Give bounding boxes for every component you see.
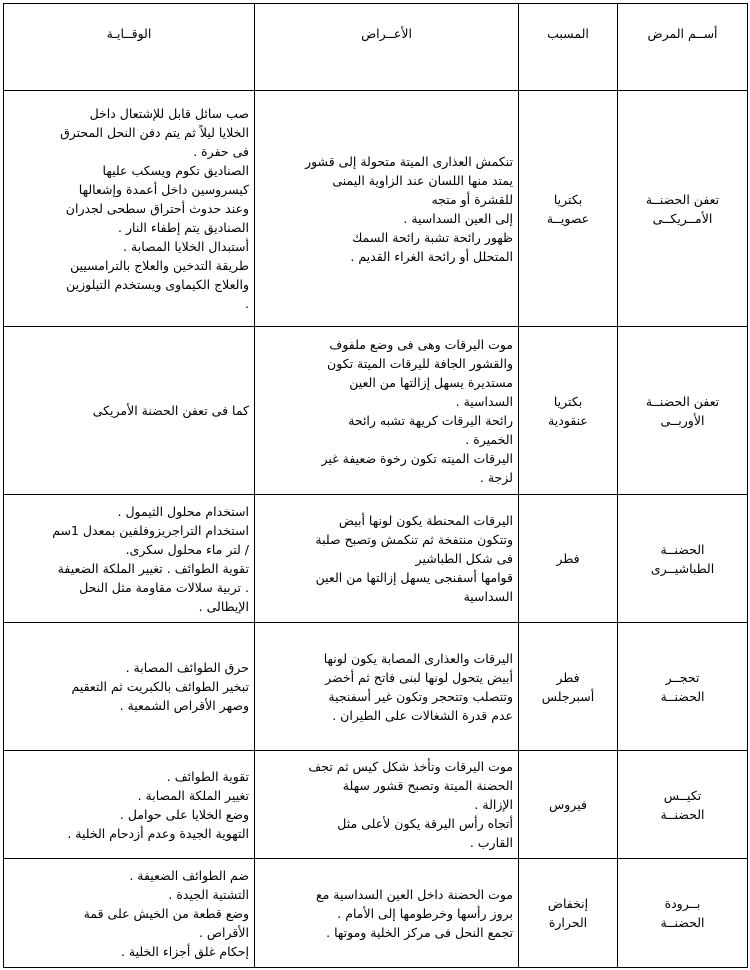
prevention-line: وضع الخلايا على حوامل . (119, 806, 249, 822)
disease-name-cell (618, 751, 748, 859)
symptom-line: وتتكون منتفخة ثم تنكمش وتصبح صلبة (315, 532, 513, 547)
prevention-line: الصناديق تكوم ويسكب عليها (102, 163, 249, 178)
prevention-line: وضع قطعة من الخيش على قمة (83, 905, 249, 921)
header-prevention: الوقــايـة (4, 4, 255, 91)
prevention-cell (4, 495, 255, 623)
prevention-line: وعند حدوث أحتراق سطحى لجدران (65, 201, 249, 216)
disease-name-line: تعفن الحضنــة (645, 393, 720, 409)
symptom-line: تنكمش العذارى الميتة متحولة إلى قشور (305, 153, 513, 169)
prevention-line: تقوية الطوائف . (166, 768, 249, 784)
prevention-line: صب سائل قابل للإشتعال داخل (89, 106, 249, 121)
header-disease-name: أســم المرض (618, 4, 748, 91)
prevention-line: . تربية سلالات مقاومة مثل النحل (79, 579, 249, 595)
disease-name-cell (618, 327, 748, 495)
prevention-line: الخلايا ليلاً ثم يتم دفن النحل المحترق (60, 125, 249, 140)
disease-name-line: الطباشيــرى (650, 560, 715, 576)
symptom-line: ظهور رائحة تشبة رائحة السمك (352, 229, 513, 245)
symptom-line: أبيض يتحول لونها لبنى فاتح ثم أخضر (325, 669, 513, 685)
symptom-line: أتجاه رأس اليرقة يكون لأعلى مثل (337, 816, 513, 831)
cause-cell (519, 751, 618, 859)
prevention-line: . (245, 296, 249, 311)
cause-line: بكتريا (553, 393, 583, 409)
cause-line: إنخفاض (547, 896, 589, 911)
prevention-line: طريقة التدخين والعلاج بالترامسيين (70, 258, 249, 273)
symptoms-cell (255, 751, 519, 859)
prevention-line: تقوية الطوائف . تغيير الملكة الضعيفة (57, 560, 249, 576)
disease-name-line: الأمــريكــى (652, 210, 713, 226)
prevention-line: كيسروسين داخل أعمدة وإشعالها (78, 182, 249, 197)
cause-line: أسبرجلس (541, 688, 595, 704)
symptom-line: السداسية (463, 589, 513, 604)
table-row (4, 751, 748, 859)
symptom-line: موت الحضنة داخل العين السداسية مع (315, 886, 513, 902)
prevention-line: التشتية الجيدة . (168, 886, 249, 902)
prevention-cell (4, 623, 255, 751)
header-symptoms: الأعــراض (255, 4, 519, 91)
symptom-line: تجمع النحل فى مركز الخلية وموتها . (326, 924, 513, 940)
disease-name-cell (618, 91, 748, 327)
symptom-line: السداسية . (455, 393, 513, 409)
symptom-line: بروز رأسها وخرطومها إلى الأمام . (337, 905, 513, 921)
disease-name-cell (618, 623, 748, 751)
prevention-line: استخدام محلول الثيمول . (117, 503, 249, 519)
disease-name-cell (618, 495, 748, 623)
table-row (4, 859, 748, 968)
prevention-line: ضم الطوائف الضعيفة . (129, 867, 249, 883)
symptom-line: إلى العين السداسية . (403, 210, 513, 226)
symptom-line: القارب . (469, 835, 513, 850)
symptom-line: اليرقات والعذارى المصابة يكون لونها (323, 650, 513, 666)
cause-line: الحرارة (548, 915, 588, 930)
symptom-line: قوامها أسفنجى يسهل إزالتها من العين (315, 570, 513, 585)
symptom-line: الحضنة الميتة وتصبح قشور سهلة (342, 778, 513, 793)
disease-name-line: تكيــس (663, 787, 702, 803)
symptom-line: والقشور الجافة لليرقات الميتة تكون (327, 355, 513, 371)
prevention-line: حرق الطوائف المصابة . (125, 660, 249, 675)
prevention-line: وصهر الأقراص الشمعية . (119, 698, 249, 713)
symptoms-cell (255, 327, 519, 495)
prevention-line: / لتر ماء محلول سكرى. (125, 541, 249, 557)
symptom-line: رائحة اليرقات كريهة تشبه رائحة (348, 412, 513, 428)
prevention-line: الأقراص . (198, 924, 249, 940)
symptom-line: فى شكل الطباشير (415, 551, 513, 566)
prevention-line: التهوية الجيدة وعدم أزدحام الخلية . (67, 825, 249, 841)
prevention-line: استخدام التراجريزوفلفين بمعدل 1سم (52, 522, 249, 538)
symptom-line: عدم قدرة الشغالات على الطيران . (332, 707, 513, 723)
prevention-cell (4, 859, 255, 968)
symptom-line: موت اليرقات وتأخذ شكل كيس ثم تجف (308, 759, 513, 774)
disease-name-line: الحضنــة (660, 688, 705, 704)
symptom-line: المتحلل أو رائحة الغراء القديم . (350, 248, 513, 264)
symptoms-cell (255, 495, 519, 623)
table-row (4, 91, 748, 327)
disease-name-cell (618, 859, 748, 968)
disease-name-line: تعفن الحضنــة (645, 191, 720, 207)
disease-name-line: الحضنــة (660, 915, 705, 930)
symptoms-cell (255, 623, 519, 751)
cause-line: فطر (556, 669, 580, 685)
cause-line: فطر (556, 551, 580, 566)
table-row (4, 495, 748, 623)
cause-cell (519, 327, 618, 495)
header-cause: المسبب (519, 4, 618, 91)
prevention-cell (4, 751, 255, 859)
symptom-line: للقشرة أو متجه (431, 191, 513, 207)
symptom-line: اليرقات المحنطة يكون لونها أبيض (338, 513, 513, 528)
cause-cell (519, 859, 618, 968)
prevention-line: إحكام غلق أجزاء الخلية . (120, 943, 249, 959)
table-row (4, 327, 748, 495)
cause-cell (519, 495, 618, 623)
prevention-line: أستبدال الخلايا المصابة . (123, 239, 249, 254)
symptom-line: وتتصلب وتتحجر وتكون غير أسفنجية (328, 688, 513, 704)
cause-line: بكتريا (553, 191, 583, 207)
table-row (4, 623, 748, 751)
bee-diseases-table (3, 3, 748, 968)
disease-name-line: الحضنــة (660, 541, 705, 557)
symptom-line: موت اليرقات وهى فى وضع ملفوف (329, 336, 513, 352)
prevention-line: تغيير الملكة المصابة . (137, 787, 249, 803)
symptom-line: مستديرة يسهل إزالتها من العين (349, 374, 513, 390)
prevention-cell (4, 91, 255, 327)
symptom-line: الخميرة . (465, 431, 513, 447)
disease-name-line: بــرودة (664, 896, 701, 911)
symptoms-cell (255, 91, 519, 327)
symptom-line: اليرقات الميته تكون رخوة ضعيفة غير (321, 450, 513, 466)
symptom-line: لزجة . (479, 469, 513, 485)
disease-name-line: تحجــر (665, 669, 700, 685)
cause-cell (519, 91, 618, 327)
prevention-line: الإيطالى . (198, 598, 249, 614)
disease-name-line: الأوربــى (660, 412, 705, 428)
symptom-line: يمتد منها اللسان عند الزاوية اليمنى (332, 172, 513, 188)
cause-cell (519, 623, 618, 751)
prevention-line: تبخير الطوائف بالكبريت ثم التعقيم (71, 679, 249, 694)
prevention-line: الصناديق يتم إطفاء النار . (118, 220, 249, 235)
prevention-line: كما فى تعفن الحضنة الأمريكى (92, 403, 249, 418)
prevention-line: فى حفرة . (193, 144, 249, 159)
cause-line: فيروس (549, 797, 587, 812)
symptom-line: الإزالة . (474, 797, 513, 812)
cause-line: عصويــة (546, 210, 590, 226)
cause-line: عنقودية (548, 412, 588, 428)
table-header-row (4, 4, 748, 91)
prevention-line: والعلاج الكيماوى ويستخدم التيلوزين (66, 277, 249, 292)
symptoms-cell (255, 859, 519, 968)
disease-name-line: الحضنــة (660, 806, 705, 822)
prevention-cell (4, 327, 255, 495)
document-page (3, 3, 747, 967)
